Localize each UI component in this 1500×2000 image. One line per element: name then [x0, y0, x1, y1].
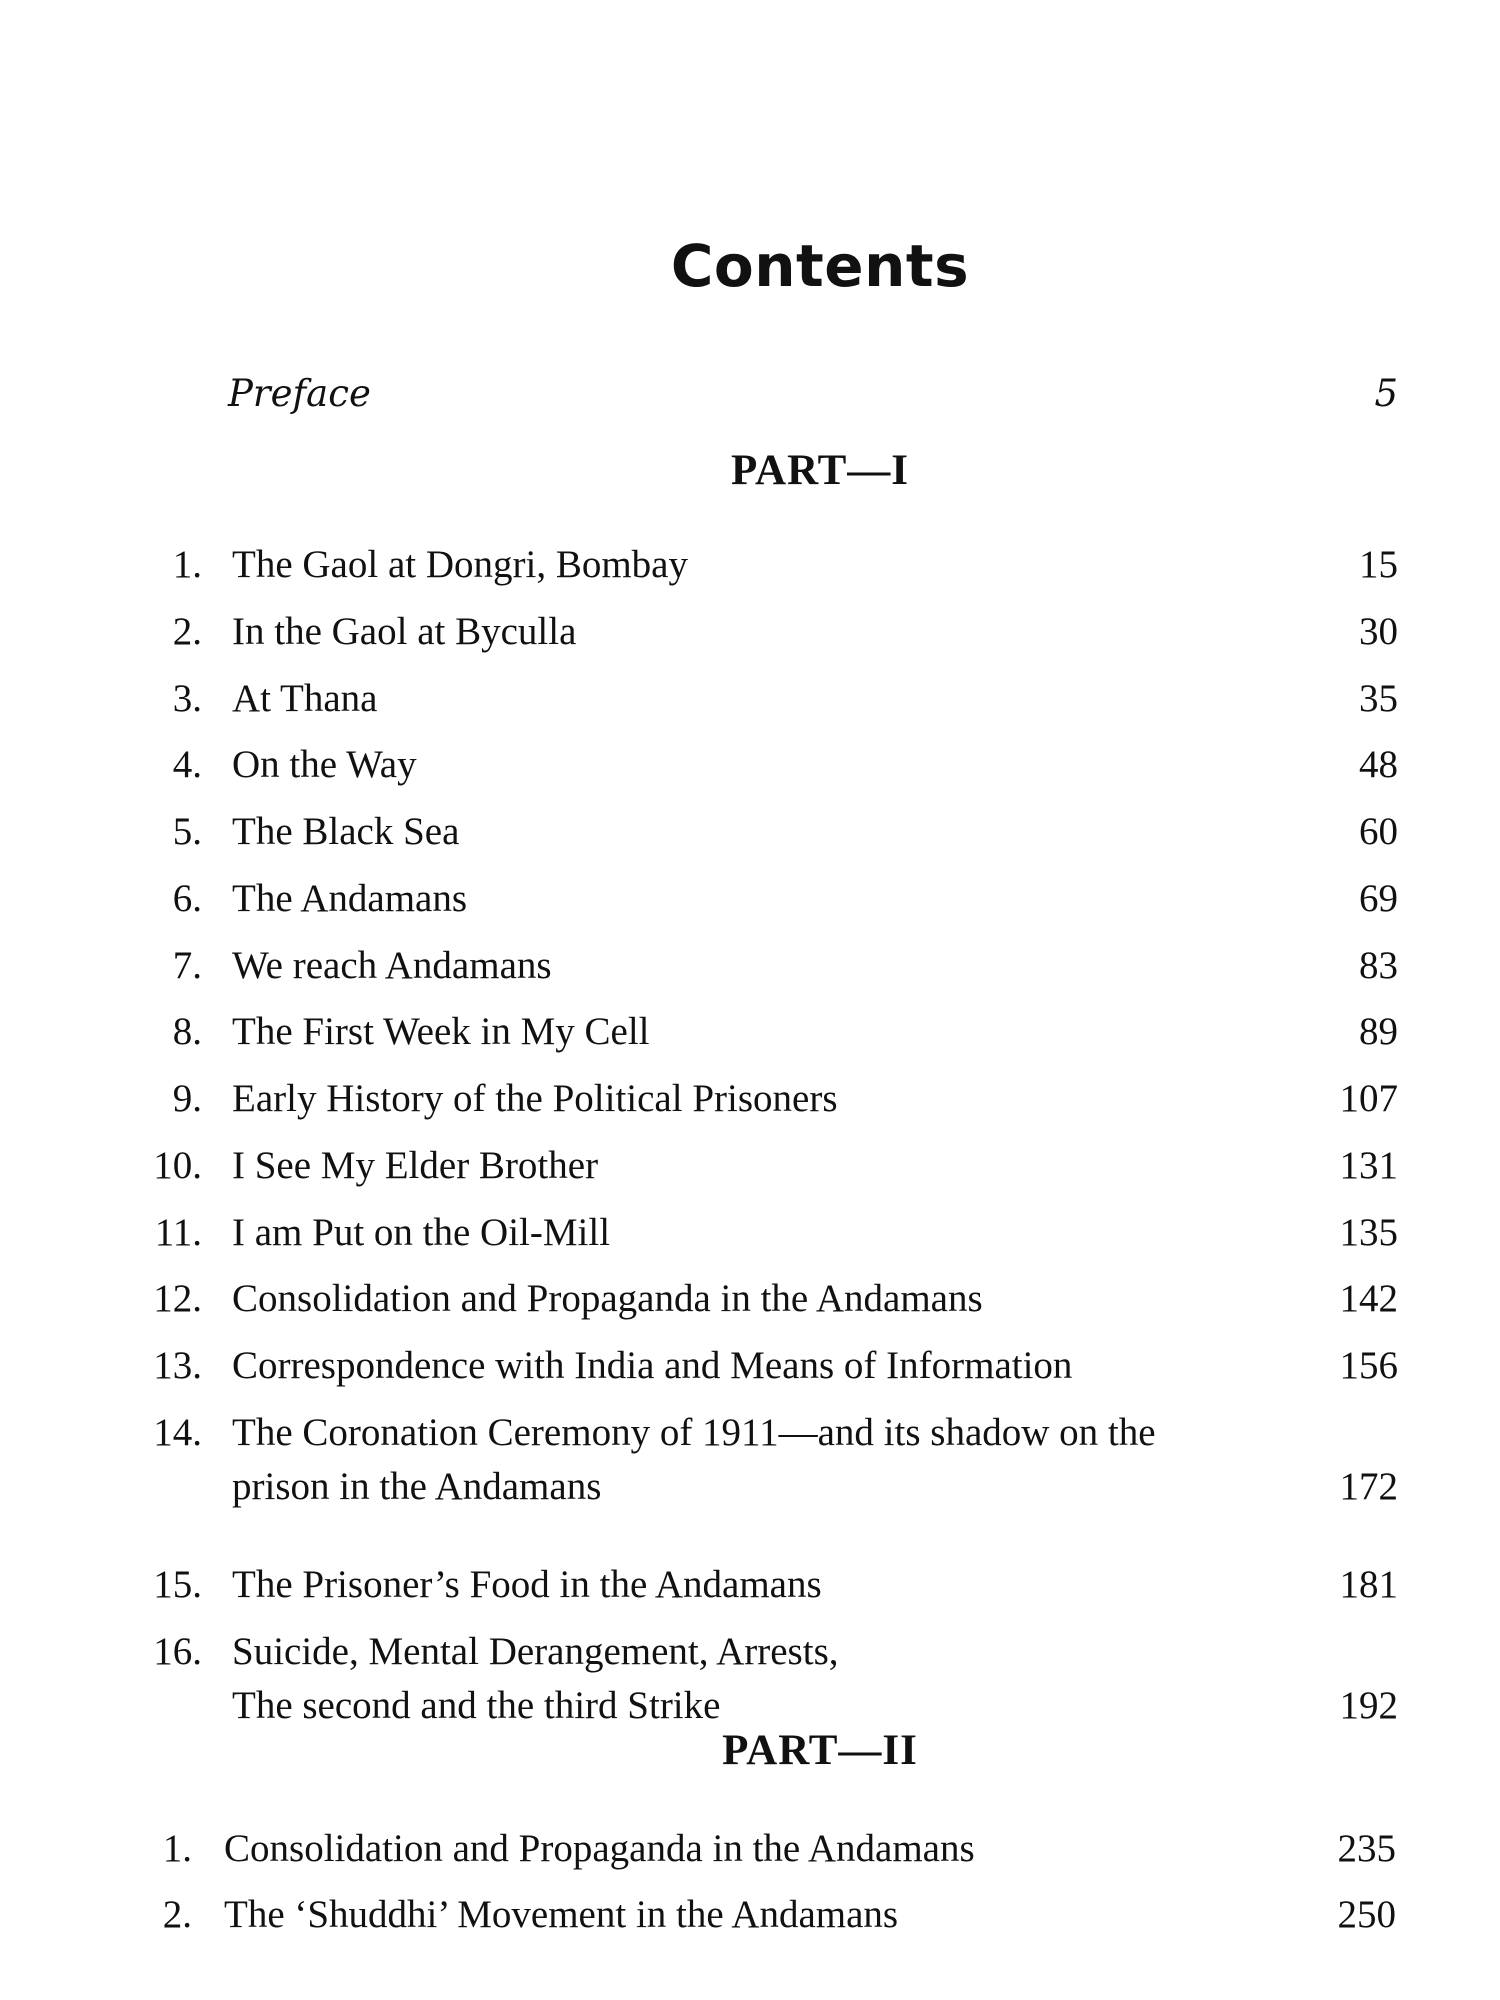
preface-entry	[228, 372, 1400, 422]
entry-number: 12.	[153, 1277, 202, 1320]
entry-number: 4.	[172, 743, 202, 786]
entry-page-number: 30	[1359, 610, 1398, 653]
entry-title: The Prisoner’s Food in the Andamans	[232, 1563, 822, 1606]
entry-number: 1.	[172, 543, 202, 586]
entry-title: Correspondence with India and Means of Information	[232, 1344, 1073, 1387]
entry-title: In the Gaol at Byculla	[232, 610, 577, 653]
entry-page-number: 15	[1359, 543, 1398, 586]
part-2-heading: PART—II	[722, 1727, 918, 1774]
entry-title: I See My Elder Brother	[232, 1144, 599, 1187]
entry-number: 16.	[153, 1630, 202, 1673]
entry-title: The Gaol at Dongri, Bombay	[232, 543, 688, 586]
entry-page-number: 69	[1359, 877, 1398, 920]
part-1-heading: PART—I	[730, 447, 910, 494]
entry-title: I am Put on the Oil-Mill	[232, 1211, 611, 1254]
entry-page-number: 135	[1339, 1211, 1398, 1254]
entry-number: 15.	[153, 1563, 202, 1606]
entry-page-number: 131	[1339, 1144, 1398, 1187]
entry-page-number: 60	[1359, 810, 1398, 853]
entry-title: On the Way	[232, 743, 417, 786]
page-title: Contents	[670, 232, 970, 300]
entry-title: The Coronation Ceremony of 1911—and its shadow on the	[232, 1411, 1156, 1454]
entry-number: 7.	[172, 944, 202, 987]
entry-number: 2.	[162, 1893, 192, 1936]
entry-page-number: 156	[1339, 1344, 1398, 1387]
entry-number: 1.	[162, 1827, 192, 1870]
entry-page-number: 107	[1339, 1077, 1398, 1120]
entry-number: 6.	[172, 877, 202, 920]
entry-page-number: 192	[1339, 1684, 1398, 1727]
entry-title: Consolidation and Propaganda in the Andamans	[232, 1277, 983, 1320]
entry-number: 5.	[172, 810, 202, 853]
entry-title: The First Week in My Cell	[232, 1010, 650, 1053]
entry-title: At Thana	[232, 677, 378, 720]
entry-title: The Black Sea	[232, 810, 460, 853]
entry-page-number: 35	[1359, 677, 1398, 720]
entry-page-number: 172	[1339, 1465, 1398, 1508]
entry-title: We reach Andamans	[232, 944, 552, 987]
entry-number: 11.	[154, 1211, 202, 1254]
entry-page-number: 89	[1359, 1010, 1398, 1053]
entry-number: 9.	[172, 1077, 202, 1120]
entry-title: Early History of the Political Prisoners	[232, 1077, 838, 1120]
entry-number: 8.	[172, 1010, 202, 1053]
preface-label: Preface	[228, 372, 371, 415]
entry-number: 10.	[153, 1144, 202, 1187]
entry-page-number: 235	[1337, 1827, 1396, 1870]
entry-title: Consolidation and Propaganda in the Andamans	[224, 1827, 975, 1870]
entry-page-number: 142	[1339, 1277, 1398, 1320]
entry-title: Suicide, Mental Derangement, Arrests,	[232, 1630, 839, 1673]
entry-page-number: 48	[1359, 743, 1398, 786]
entry-number: 3.	[172, 677, 202, 720]
entry-title-continued: prison in the Andamans	[232, 1465, 602, 1508]
entry-title: The Andamans	[232, 877, 468, 920]
entry-number: 13.	[153, 1344, 202, 1387]
entry-title-continued: The second and the third Strike	[232, 1684, 721, 1727]
entry-page-number: 83	[1359, 944, 1398, 987]
entry-page-number: 181	[1339, 1563, 1398, 1606]
preface-page-number: 5	[1374, 372, 1398, 415]
entry-number: 14.	[153, 1411, 202, 1454]
entry-number: 2.	[172, 610, 202, 653]
entry-title: The ‘Shuddhi’ Movement in the Andamans	[224, 1893, 899, 1936]
entry-page-number: 250	[1337, 1893, 1396, 1936]
